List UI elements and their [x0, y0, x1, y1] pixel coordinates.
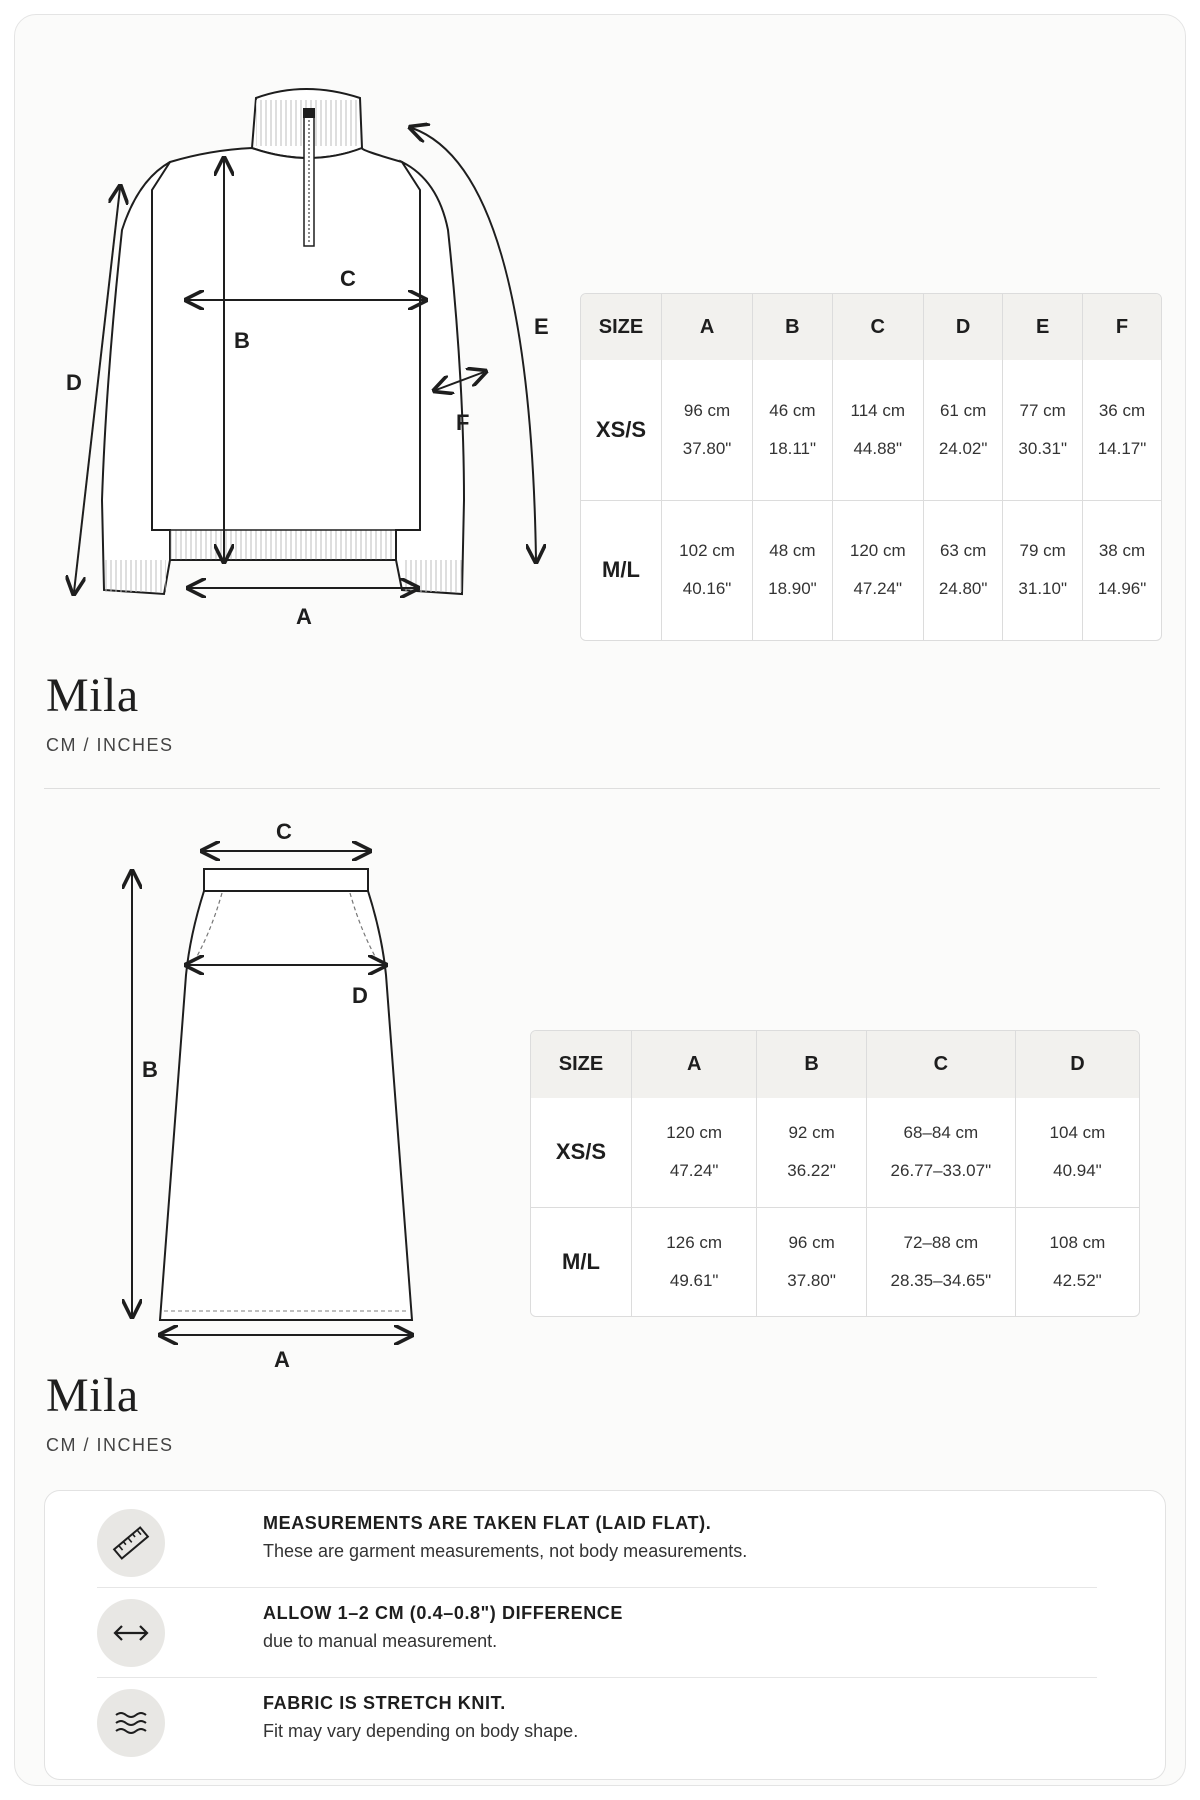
note-heading: ALLOW 1–2 CM (0.4–0.8") DIFFERENCE: [263, 1603, 623, 1623]
table-cell: 126 cm 49.61": [632, 1208, 757, 1316]
col-b: B: [757, 1031, 867, 1098]
note-divider: [97, 1677, 1097, 1678]
table-row: [531, 1208, 1139, 1316]
top-product-title: Mila: [46, 669, 139, 722]
note-divider: [97, 1587, 1097, 1588]
col-c: C: [833, 294, 924, 360]
table-cell: 114 cm 44.88": [833, 360, 924, 501]
col-size: SIZE: [531, 1031, 632, 1098]
label-e: E: [534, 314, 549, 339]
label-d: D: [66, 370, 82, 395]
col-d: D: [1016, 1031, 1139, 1098]
bottom-size-table: [530, 1030, 1140, 1317]
table-cell: 48 cm 18.90": [753, 501, 833, 640]
sweater-body: [152, 148, 420, 560]
waves-icon: [97, 1689, 165, 1757]
label-c: C: [276, 819, 292, 844]
table-cell: 61 cm 24.02": [924, 360, 1004, 501]
label-f: F: [456, 410, 470, 435]
table-cell: 96 cm 37.80": [757, 1208, 867, 1316]
bottom-units-label: CM / INCHES: [46, 1435, 174, 1455]
size-label: XS/S: [581, 360, 662, 501]
table-cell: 92 cm 36.22": [757, 1098, 867, 1208]
label-b: B: [142, 1057, 158, 1082]
note-stretch-knit: [97, 1679, 1097, 1767]
label-c: C: [340, 266, 356, 291]
size-label: XS/S: [531, 1098, 632, 1208]
note-text: Fit may vary depending on body shape.: [263, 1721, 579, 1741]
sweater-sketch: [60, 80, 580, 640]
section-divider: [44, 788, 1160, 789]
col-a: A: [662, 294, 753, 360]
table-cell: 46 cm 18.11": [753, 360, 833, 501]
table-row: [531, 1098, 1139, 1208]
note-text: due to manual measurement.: [263, 1631, 498, 1651]
table-cell: 72–88 cm 28.35–34.65": [867, 1208, 1016, 1316]
size-label: M/L: [531, 1208, 632, 1316]
col-e: E: [1003, 294, 1083, 360]
note-text: These are garment measurements, not body measurements.: [263, 1541, 748, 1561]
size-label: M/L: [581, 501, 662, 640]
label-b: B: [234, 328, 250, 353]
table-cell: 38 cm 14.96": [1097, 541, 1147, 599]
col-size: SIZE: [581, 294, 662, 360]
ruler-icon: [97, 1509, 165, 1577]
col-a: A: [632, 1031, 757, 1098]
skirt-sketch: [110, 815, 450, 1375]
top-units-label: CM / INCHES: [46, 735, 174, 755]
table-cell: 36 cm 14.17": [1083, 360, 1161, 501]
col-d: D: [924, 294, 1004, 360]
table-row: [581, 501, 1161, 640]
note-heading: FABRIC IS STRETCH KNIT.: [263, 1693, 506, 1713]
waistband: [204, 869, 368, 891]
table-row: [581, 360, 1161, 501]
table-cell: 102 cm 40.16": [662, 501, 753, 640]
label-a: A: [274, 1347, 290, 1372]
measurement-notes: [44, 1490, 1166, 1780]
table-cell: 120 cm 47.24": [632, 1098, 757, 1208]
col-c: C: [867, 1031, 1016, 1098]
col-b: B: [753, 294, 833, 360]
table-cell: 104 cm 40.94": [1016, 1098, 1139, 1208]
note-allowance: [97, 1589, 1097, 1677]
double-arrow-icon: [97, 1599, 165, 1667]
bottom-product-title: Mila: [46, 1369, 139, 1422]
top-size-table: [580, 293, 1162, 641]
table-cell: 96 cm 37.80": [662, 360, 753, 501]
table-cell: 108 cm 42.52": [1049, 1232, 1106, 1290]
note-flat-measurement: [97, 1499, 1097, 1587]
label-d: D: [352, 983, 368, 1008]
table-cell: 120 cm 47.24": [833, 501, 924, 640]
table-cell: 79 cm 31.10": [1003, 501, 1083, 640]
table-cell: 63 cm 24.80": [924, 501, 1004, 640]
label-a: A: [296, 604, 312, 629]
note-heading: MEASUREMENTS ARE TAKEN FLAT (LAID FLAT).: [263, 1513, 712, 1533]
table-cell: 77 cm 30.31": [1003, 360, 1083, 501]
table-cell: 68–84 cm 26.77–33.07": [867, 1098, 1016, 1208]
col-f: F: [1083, 294, 1161, 360]
